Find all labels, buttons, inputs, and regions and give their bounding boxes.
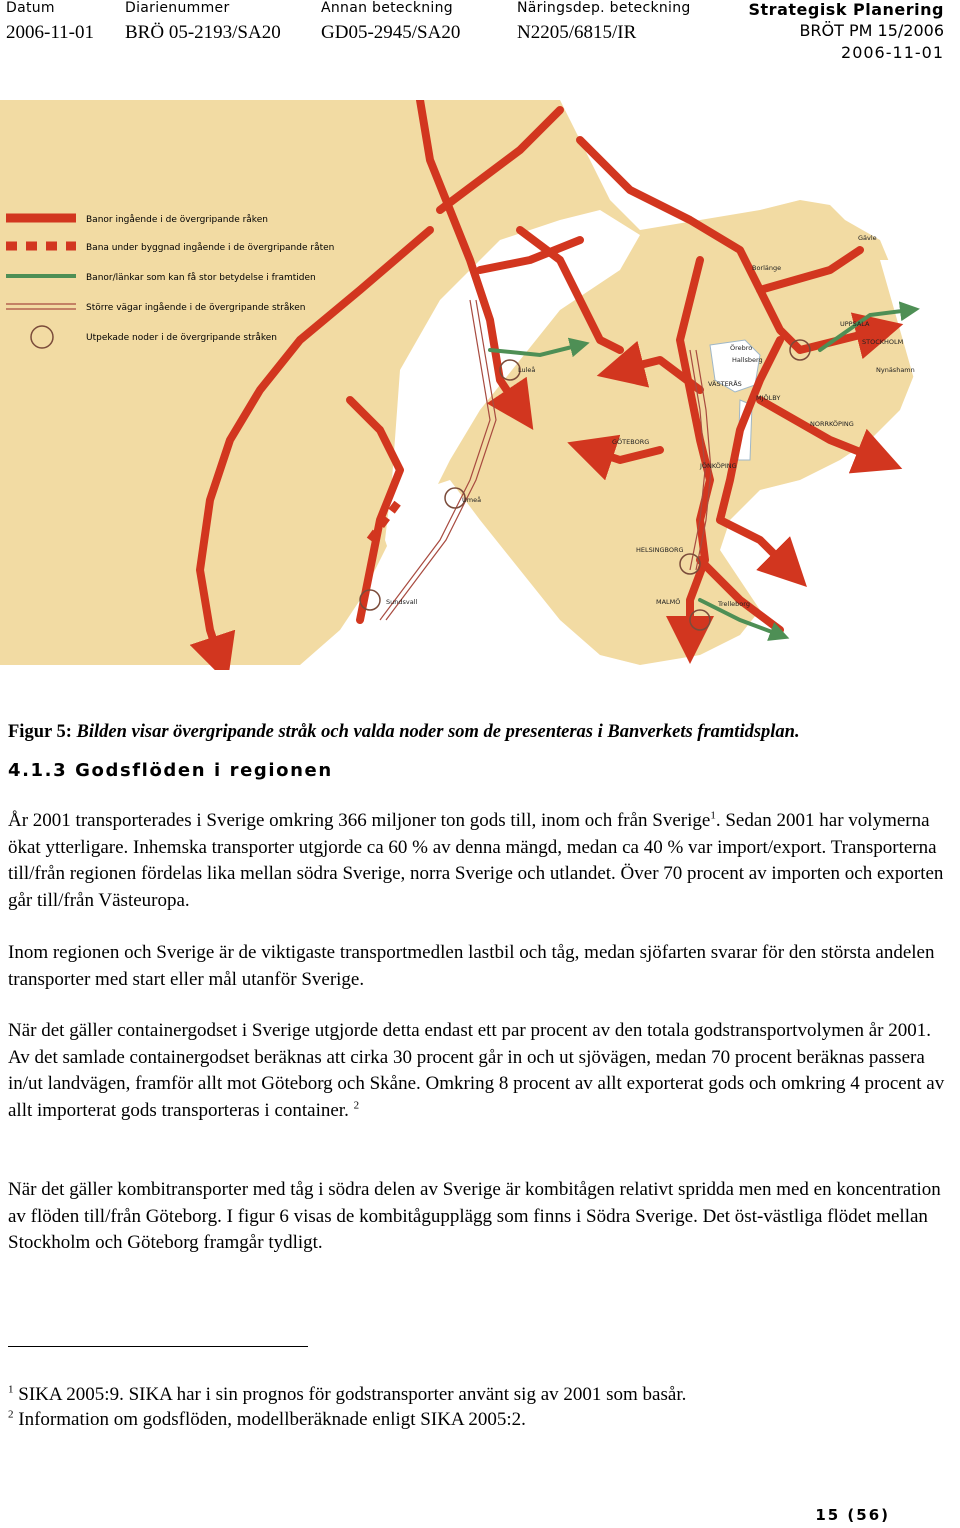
paragraph-3 [8,1018,948,1124]
caption-prefix: Figur 5: [8,722,72,742]
diarienummer-value: BRÖ 05-2193/SA20 [125,22,281,43]
p1-text-b: . Sedan 2001 har volymerna ökat ytterligare. Inhemska transporter utgjorde ca 60 % av denna mängd, medan ca 40 % var import/export. Transporterna till/från regionen fördelas lika mellan södra Sverige, norra Sverige och utlandet. Över 70 procent av importen och exporten går till/från Västeuropa. [8,810,944,911]
label-malmo: MALMÖ [656,598,681,606]
label-hallsberg: Hallsberg [732,356,763,364]
annan-beteckning-label: Annan beteckning [321,0,453,16]
diarienummer-label: Diarienummer [125,0,230,16]
label-uppsala: UPPSALA [840,320,870,328]
footnote-2-number: 2 [8,1408,14,1421]
datum-value: 2006-11-01 [6,22,94,43]
sweden-freight-map [0,100,960,670]
label-goteborg: GÖTEBORG [612,438,650,446]
footnote-ref-2[interactable]: 2 [353,1099,360,1112]
caption-text: Bilden visar övergripande stråk och valda noder som de presenteras i Banverkets framtidsplan. [76,722,800,742]
paragraph-2: Inom regionen och Sverige är de viktigaste transportmedlen lastbil och tåg, medan sjöfarten svarar för den största andelen transporter med start eller mål utanför Sverige. [8,942,935,990]
doc-id: BRÖT PM 15/2006 [799,21,944,40]
label-gavle: Gävle [858,234,877,242]
label-stockholm: STOCKHOLM [862,338,904,346]
footnote-1-number: 1 [8,1383,14,1396]
footnote-1-text: SIKA 2005:9. SIKA har i sin prognos för godstransporter använt sig av 2001 som basår. [18,1384,687,1405]
naringsdep-value: N2205/6815/IR [517,22,637,43]
label-borlange: Borlänge [752,264,782,272]
legend-label-future: Banor/länkar som kan få stor betydelse i framtiden [86,273,316,283]
annan-beteckning-value: GD05-2945/SA20 [321,22,461,43]
p3-text: När det gäller containergodset i Sverige utgjorde detta endast ett par procent av den totala godstransportvolymen år 2001. Av det samlade containergodset beräknas att cirka 30 procent går in och ut sjövägen, medan 70 procent beräknas passera in/ut landvägen, framför allt mot Göteborg och Skåne. Omkring 8 procent av allt exporterat gods och omkring 4 procent av allt importerat gods transporteras i container. [8,1020,945,1121]
legend-label-rail: Banor ingående i de övergripande råken [86,215,268,225]
legend-label-node: Utpekade noder i de övergripande stråken [86,333,277,343]
org-title: Strategisk Planering [748,0,944,19]
label-lulea: Luleå [518,366,536,374]
label-jonkoping: JÖNKÖPING [700,462,737,470]
paragraph-1 [8,808,948,914]
paragraph-4: När det gäller kombitransporter med tåg i södra delen av Sverige är kombitågen relativt spridda men med en koncentration av flöden till/från Göteborg. I figur 6 visas de kombitågupplägg som finns i Södra Sverige. Det öst-västliga flödet mellan Stockholm och Göteborg framgår tydligt. [8,1179,941,1253]
label-sundsvall: Sundsvall [386,598,418,606]
map-svg [0,100,960,670]
footnote-2 [8,1409,526,1431]
page-number: 15 (56) [815,1506,890,1524]
label-mjolby: MJÖLBY [756,394,781,402]
legend-label-construction: Bana under byggnad ingående i de övergripande råten [86,243,335,253]
label-nynashamn: Nynäshamn [876,366,915,374]
legend-label-road: Större vägar ingående i de övergripande stråken [86,303,306,313]
section-heading: 4.1.3 Godsflöden i regionen [8,760,333,781]
footnote-ref-1[interactable]: 1 [710,809,716,822]
datum-label: Datum [6,0,55,16]
footnote-divider [8,1346,308,1347]
p1-text-a: År 2001 transporterades i Sverige omkring 366 miljoner ton gods till, inom och från Sverige [8,810,711,831]
label-helsingborg: HELSINGBORG [636,546,684,554]
naringsdep-label: Näringsdep. beteckning [517,0,691,16]
doc-date: 2006-11-01 [841,43,944,62]
label-umea: Umeå [462,496,482,504]
footnote-1 [8,1384,686,1406]
label-norrkoping: NORRKÖPING [810,420,854,428]
footnote-2-text: Information om godsflöden, modellberäknade enligt SIKA 2005:2. [18,1409,526,1430]
label-trelleborg: Trelleborg [718,600,750,608]
label-orebro: Örebro [730,344,753,352]
label-vasteras: VÄSTERÅS [708,380,742,388]
figure-caption [8,722,800,743]
